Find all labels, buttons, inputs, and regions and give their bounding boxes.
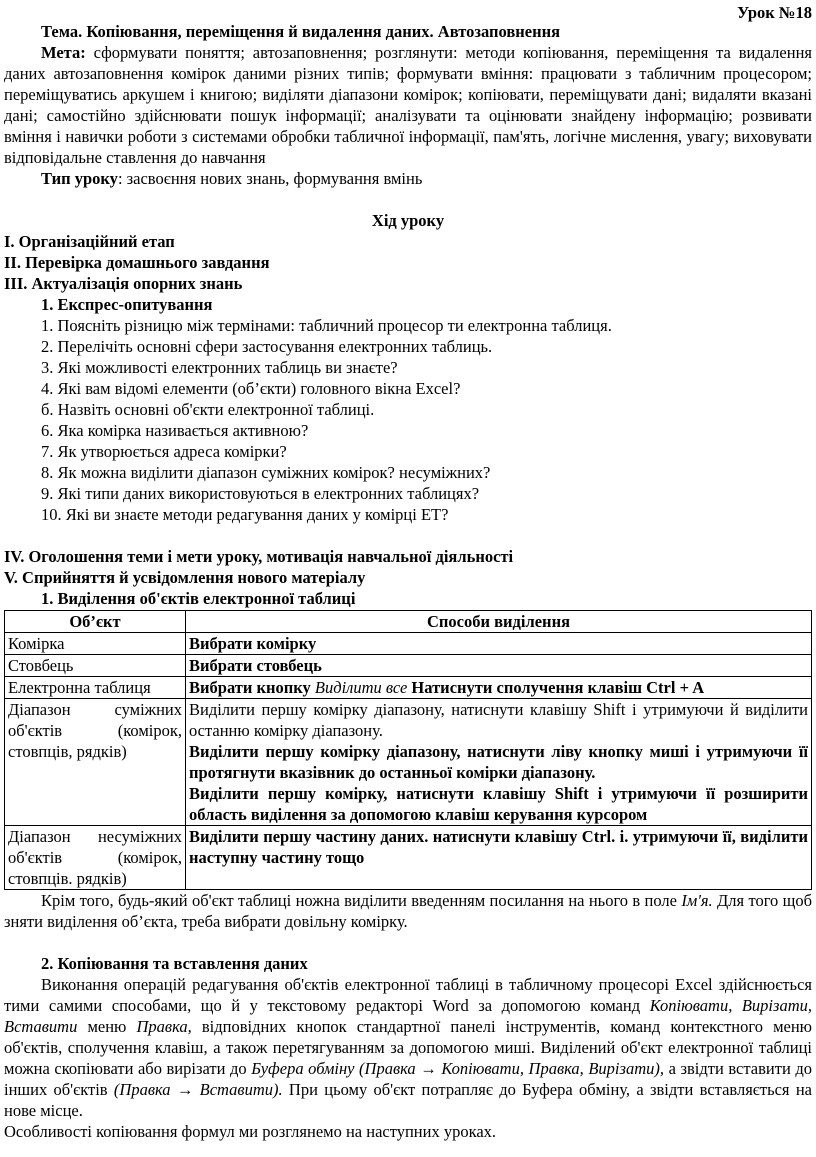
paragraph-italic: (Правка → Вставити). bbox=[113, 1080, 283, 1099]
stage-1: І. Організаційний етап bbox=[4, 232, 175, 251]
list-item: 4. Які вам відомі елементи (об’єкти) головного вікна Excel? bbox=[41, 379, 461, 398]
paragraph-text: Виконання операцій редагування об'єктів електронної таблиці в табличному процесорі Excel здійснюється тими самими способами, що й у текстовому редакторі Word за допомогою команд bbox=[4, 975, 812, 1015]
object-cell: Діапазон несуміжних об'єктів (комірок, стовпців. рядків) bbox=[5, 826, 186, 890]
selection-table bbox=[4, 610, 812, 890]
method-text: Виділити першу комірку, натиснути клавішу Shift і утримуючи її розширити область виділення за допомогою клавіш керування курсором bbox=[189, 784, 808, 824]
header-methods: Способи виділення bbox=[186, 611, 812, 633]
goal-paragraph bbox=[4, 42, 812, 168]
method-italic: Виділити все bbox=[314, 678, 408, 697]
list-item: 6. Яка комірка називається активною? bbox=[41, 421, 309, 440]
paragraph-italic: Буфера обміну (Правка → Копіювати, Правка, Вирізати), bbox=[251, 1059, 664, 1078]
topic-text: Копіювання, переміщення й видалення даних. Автозаповнення bbox=[82, 22, 561, 41]
method-cell: Вибрати стовбець bbox=[186, 655, 812, 677]
list-item: 8. Як можна виділити діапазон суміжних комірок? несуміжних? bbox=[41, 463, 491, 482]
express-title: 1. Експрес-опитування bbox=[41, 295, 213, 314]
course-title: Хід уроку bbox=[371, 211, 445, 230]
object-cell: Електронна таблиця bbox=[5, 677, 186, 699]
lesson-type-text: : засвоєння нових знань, формування вмінь bbox=[117, 169, 423, 188]
method-text: Виділити першу комірку діапазону, натиснути клавішу Shift і утримуючи й виділити останню комірку діапазону. bbox=[189, 700, 808, 740]
paragraph-italic: Правка, bbox=[136, 1017, 192, 1036]
lesson-number: Урок №18 bbox=[737, 3, 812, 22]
blank-line bbox=[4, 525, 812, 546]
method-text: Натиснути сполучення клавіш Ctrl + A bbox=[407, 678, 705, 697]
object-cell: Стовбець bbox=[5, 655, 186, 677]
stage-3: ІІІ. Актуалізація опорних знань bbox=[4, 274, 243, 293]
document-page bbox=[4, 0, 812, 1142]
paragraph-italic: Ім'я. bbox=[681, 891, 713, 910]
paragraph-text: меню bbox=[77, 1017, 137, 1036]
questions-list bbox=[4, 315, 812, 525]
method-cell: Виділити першу частину даних. натиснути клавішу Ctrl. і. утримуючи її, виділити наступну частину тощо bbox=[186, 826, 812, 890]
lesson-type-line bbox=[4, 168, 812, 189]
goal-text: сформувати поняття; автозаповнення; розглянути: методи копіювання, переміщення та видалення даних автозаповнення комірок даними різних типів; формувати вміння: працювати з табличним процесором; переміщуватись аркушем і книгою; виділяти діапазони комірок; копіювати, переміщувати дані; видаляти вказані дані; самостійно здійснювати пошук інформації; аналізувати та оцінювати знайдену інформацію; розвивати вміння і навички роботи з системами обробки табличної інформації, пам'ять, логічне мислення, увагу; виховувати відповідальне ставлення до навчання bbox=[4, 43, 812, 167]
table-row bbox=[5, 677, 812, 699]
list-item: 9. Які типи даних використовуються в електронних таблицях? bbox=[41, 484, 480, 503]
goal-label: Мета: bbox=[41, 43, 86, 62]
table-header-row bbox=[5, 611, 812, 633]
copy-title: 2. Копіювання та вставлення даних bbox=[41, 954, 308, 973]
list-item: 7. Як утворюється адреса комірки? bbox=[41, 442, 287, 461]
table-row bbox=[5, 826, 812, 890]
method-cell bbox=[186, 699, 812, 826]
blank-line bbox=[4, 932, 812, 953]
header-object: Об’єкт bbox=[5, 611, 186, 633]
list-item: 1. Поясніть різницю між термінами: табличний процесор ти електронна таблиця. bbox=[41, 316, 612, 335]
lesson-type-label: Тип уроку bbox=[41, 169, 118, 188]
paragraph-italic: Копіювати, Вирізати, Вставити bbox=[4, 996, 812, 1036]
paragraph-text: а звідти вставити до інших об'єктів bbox=[4, 1059, 812, 1099]
selection-title: 1. Виділення об'єктів електронної таблиці bbox=[41, 589, 356, 608]
method-cell bbox=[186, 677, 812, 699]
method-cell: Вибрати комірку bbox=[186, 633, 812, 655]
table-row bbox=[5, 699, 812, 826]
object-cell: Діапазон суміжних об'єктів (комірок, стовпців, рядків) bbox=[5, 699, 186, 826]
list-item: б. Назвіть основні об'єкти електронної таблиці. bbox=[41, 400, 375, 419]
list-item: 10. Які ви знаєте методи редагування даних у комірці ЕТ? bbox=[41, 505, 449, 524]
method-text: Вибрати кнопку bbox=[189, 678, 315, 697]
copy-paragraph bbox=[4, 974, 812, 1121]
paragraph-text: При цьому об'єкт потрапляє до Буфера обміну, а звідти вставляється на нове місце. bbox=[4, 1080, 812, 1120]
table-row bbox=[5, 633, 812, 655]
table-row bbox=[5, 655, 812, 677]
list-item: 3. Які можливості електронних таблиць ви знаєте? bbox=[41, 358, 398, 377]
object-cell: Комірка bbox=[5, 633, 186, 655]
topic-line bbox=[4, 0, 812, 42]
after-table-paragraph bbox=[4, 890, 812, 932]
paragraph-text: Для того щоб зняти виділення об’єкта, треба вибрати довільну комірку. bbox=[4, 891, 812, 931]
stage-5: V. Сприйняття й усвідомлення нового матеріалу bbox=[4, 568, 366, 587]
stage-2: ІІ. Перевірка домашнього завдання bbox=[4, 253, 270, 272]
paragraph-text: відповідних кнопок стандартної панелі інструментів, команд контекстного меню об'єктів, сполучення клавіш, а також перетягуванням за допомогою миші. Виділений об'єкт електронної таблиці можна скопіювати або вирізати до bbox=[4, 1017, 813, 1078]
stage-4: IV. Оголошення теми і мети уроку, мотивація навчальної діяльності bbox=[4, 547, 514, 566]
paragraph-text: Крім того, будь-який об'єкт таблиці ножна виділити введенням посилання на нього в поле bbox=[41, 891, 682, 910]
method-text: Виділити першу комірку діапазону, натиснути ліву кнопку миші і утримуючи її протягнути вказівник до останньої комірки діапазону. bbox=[189, 742, 808, 782]
final-line: Особливості копіювання формул ми розглянемо на наступних уроках. bbox=[4, 1122, 497, 1141]
blank-line bbox=[4, 189, 812, 210]
topic-label: Тема. bbox=[41, 22, 83, 41]
list-item: 2. Перелічіть основні сфери застосування електронних таблиць. bbox=[41, 337, 493, 356]
